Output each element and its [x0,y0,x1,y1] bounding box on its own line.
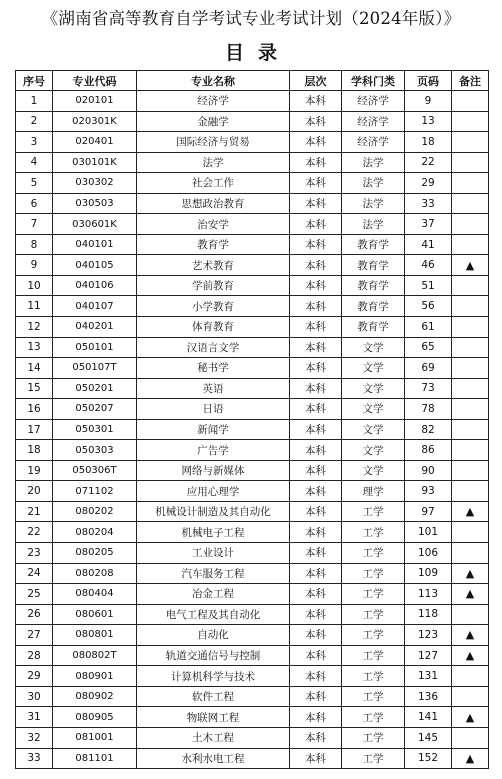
row-index: 25 [16,584,53,605]
major-code: 030101K [53,152,137,173]
header-major-name: 专业名称 [137,71,290,91]
remark-marker [452,604,489,625]
row-index: 21 [16,501,53,522]
discipline: 工学 [342,604,405,625]
row-index: 9 [16,255,53,276]
table-row [16,727,489,748]
major-code: 080801 [53,625,137,646]
page-number: 9 [405,91,452,112]
major-code: 030302 [53,173,137,194]
remark-marker [452,193,489,214]
major-name: 广告学 [137,440,290,461]
major-code: 081101 [53,748,137,769]
remark-marker: ▲ [452,707,489,728]
remark-marker [452,460,489,481]
level: 本科 [290,296,342,317]
discipline: 工学 [342,686,405,707]
page-number: 46 [405,255,452,276]
header-index: 序号 [16,71,53,91]
table-row [16,748,489,769]
major-code: 040105 [53,255,137,276]
table-row [16,234,489,255]
major-name: 土木工程 [137,727,290,748]
major-name: 计算机科学与技术 [137,666,290,687]
major-name: 经济学 [137,91,290,112]
level: 本科 [290,234,342,255]
major-code: 030503 [53,193,137,214]
row-index: 12 [16,317,53,338]
major-code: 020301K [53,111,137,132]
page-number: 123 [405,625,452,646]
discipline: 工学 [342,666,405,687]
remark-marker [452,686,489,707]
level: 本科 [290,275,342,296]
table-row [16,522,489,543]
major-name: 小学教育 [137,296,290,317]
major-name: 治安学 [137,214,290,235]
major-code: 080902 [53,686,137,707]
discipline: 教育学 [342,275,405,296]
discipline: 教育学 [342,296,405,317]
row-index: 19 [16,460,53,481]
level: 本科 [290,460,342,481]
discipline: 法学 [342,214,405,235]
major-name: 汉语言文学 [137,337,290,358]
level: 本科 [290,193,342,214]
remark-marker [452,296,489,317]
major-code: 080802T [53,645,137,666]
major-code: 020401 [53,132,137,153]
page-number: 118 [405,604,452,625]
level: 本科 [290,152,342,173]
table-body [16,91,489,769]
major-name: 金融学 [137,111,290,132]
table-row [16,193,489,214]
table-row [16,707,489,728]
major-name: 英语 [137,378,290,399]
remark-marker [452,317,489,338]
row-index: 8 [16,234,53,255]
row-index: 18 [16,440,53,461]
table-row [16,337,489,358]
level: 本科 [290,378,342,399]
row-index: 16 [16,399,53,420]
discipline: 文学 [342,399,405,420]
page-number: 97 [405,501,452,522]
page-number: 90 [405,460,452,481]
row-index: 26 [16,604,53,625]
major-code: 080202 [53,501,137,522]
major-code: 080205 [53,543,137,564]
major-name: 国际经济与贸易 [137,132,290,153]
discipline: 理学 [342,481,405,502]
major-name: 工业设计 [137,543,290,564]
table-row [16,152,489,173]
major-name: 社会工作 [137,173,290,194]
table-header-row [16,71,489,91]
major-code: 050201 [53,378,137,399]
remark-marker [452,111,489,132]
page-number: 37 [405,214,452,235]
table-row [16,584,489,605]
page-number: 33 [405,193,452,214]
major-code: 080204 [53,522,137,543]
level: 本科 [290,440,342,461]
row-index: 6 [16,193,53,214]
table-row [16,214,489,235]
major-name: 电气工程及其自动化 [137,604,290,625]
table-row [16,563,489,584]
major-name: 机械电子工程 [137,522,290,543]
table-row [16,91,489,112]
page-number: 61 [405,317,452,338]
major-code: 050101 [53,337,137,358]
header-page: 页码 [405,71,452,91]
table-row [16,604,489,625]
row-index: 23 [16,543,53,564]
discipline: 工学 [342,584,405,605]
page-number: 136 [405,686,452,707]
page-number: 131 [405,666,452,687]
remark-marker [452,522,489,543]
discipline: 文学 [342,337,405,358]
discipline: 工学 [342,727,405,748]
remark-marker: ▲ [452,563,489,584]
level: 本科 [290,666,342,687]
discipline: 文学 [342,460,405,481]
table-row [16,317,489,338]
row-index: 30 [16,686,53,707]
discipline: 法学 [342,152,405,173]
major-name: 法学 [137,152,290,173]
major-name: 物联网工程 [137,707,290,728]
discipline: 法学 [342,193,405,214]
table-row [16,645,489,666]
discipline: 工学 [342,748,405,769]
table-row [16,132,489,153]
major-name: 轨道交通信号与控制 [137,645,290,666]
discipline: 工学 [342,563,405,584]
row-index: 4 [16,152,53,173]
level: 本科 [290,419,342,440]
page-number: 152 [405,748,452,769]
header-remarks: 备注 [452,71,489,91]
row-index: 31 [16,707,53,728]
discipline: 文学 [342,358,405,379]
table-of-contents-heading: 目录 [224,42,291,64]
remark-marker [452,234,489,255]
major-code: 050107T [53,358,137,379]
level: 本科 [290,727,342,748]
table-row [16,481,489,502]
row-index: 24 [16,563,53,584]
level: 本科 [290,543,342,564]
major-code: 080905 [53,707,137,728]
major-name: 软件工程 [137,686,290,707]
row-index: 5 [16,173,53,194]
page-number: 73 [405,378,452,399]
level: 本科 [290,337,342,358]
table-row [16,666,489,687]
page-number: 141 [405,707,452,728]
major-code: 080601 [53,604,137,625]
table-row [16,419,489,440]
major-name: 学前教育 [137,275,290,296]
major-code: 050303 [53,440,137,461]
table-row [16,625,489,646]
table-row [16,460,489,481]
row-index: 10 [16,275,53,296]
level: 本科 [290,317,342,338]
header-major-code: 专业代码 [53,71,137,91]
table-row [16,255,489,276]
discipline: 工学 [342,501,405,522]
remark-marker [452,132,489,153]
page-number: 65 [405,337,452,358]
major-code: 050207 [53,399,137,420]
level: 本科 [290,91,342,112]
page-number: 18 [405,132,452,153]
level: 本科 [290,686,342,707]
row-index: 7 [16,214,53,235]
remark-marker [452,337,489,358]
level: 本科 [290,625,342,646]
major-name: 网络与新媒体 [137,460,290,481]
row-index: 20 [16,481,53,502]
level: 本科 [290,584,342,605]
major-code: 040101 [53,234,137,255]
row-index: 11 [16,296,53,317]
page-number: 56 [405,296,452,317]
level: 本科 [290,358,342,379]
major-name: 日语 [137,399,290,420]
page-number: 22 [405,152,452,173]
page-number: 69 [405,358,452,379]
page-number: 127 [405,645,452,666]
page-number: 109 [405,563,452,584]
page-number: 78 [405,399,452,420]
discipline: 工学 [342,543,405,564]
major-name: 新闻学 [137,419,290,440]
major-name: 应用心理学 [137,481,290,502]
remark-marker [452,543,489,564]
table-row [16,296,489,317]
level: 本科 [290,522,342,543]
table-row [16,686,489,707]
page-number: 41 [405,234,452,255]
discipline: 经济学 [342,111,405,132]
major-code: 040106 [53,275,137,296]
discipline: 教育学 [342,234,405,255]
level: 本科 [290,111,342,132]
discipline: 工学 [342,707,405,728]
major-name: 冶金工程 [137,584,290,605]
row-index: 17 [16,419,53,440]
major-name: 思想政治教育 [137,193,290,214]
discipline: 工学 [342,645,405,666]
header-level: 层次 [290,71,342,91]
row-index: 29 [16,666,53,687]
row-index: 15 [16,378,53,399]
table-row [16,173,489,194]
remark-marker [452,91,489,112]
page-number: 82 [405,419,452,440]
page-number: 86 [405,440,452,461]
discipline: 文学 [342,440,405,461]
row-index: 27 [16,625,53,646]
major-code: 020101 [53,91,137,112]
level: 本科 [290,399,342,420]
remark-marker [452,727,489,748]
remark-marker [452,173,489,194]
level: 本科 [290,132,342,153]
remark-marker: ▲ [452,255,489,276]
row-index: 33 [16,748,53,769]
row-index: 32 [16,727,53,748]
page-number: 29 [405,173,452,194]
major-code: 071102 [53,481,137,502]
row-index: 3 [16,132,53,153]
remark-marker: ▲ [452,501,489,522]
discipline: 文学 [342,378,405,399]
level: 本科 [290,501,342,522]
major-name: 水利水电工程 [137,748,290,769]
table-row [16,378,489,399]
discipline: 工学 [342,625,405,646]
level: 本科 [290,173,342,194]
table-row [16,275,489,296]
row-index: 14 [16,358,53,379]
major-code: 080404 [53,584,137,605]
level: 本科 [290,214,342,235]
remark-marker [452,666,489,687]
major-name: 艺术教育 [137,255,290,276]
page-number: 106 [405,543,452,564]
discipline: 经济学 [342,132,405,153]
table-row [16,440,489,461]
row-index: 2 [16,111,53,132]
discipline: 经济学 [342,91,405,112]
remark-marker [452,481,489,502]
discipline: 工学 [342,522,405,543]
major-code: 040201 [53,317,137,338]
major-code: 050301 [53,419,137,440]
page-number: 113 [405,584,452,605]
remark-marker [452,152,489,173]
level: 本科 [290,645,342,666]
remark-marker [452,399,489,420]
page-number: 51 [405,275,452,296]
remark-marker: ▲ [452,645,489,666]
discipline: 教育学 [342,255,405,276]
major-code: 030601K [53,214,137,235]
remark-marker: ▲ [452,748,489,769]
level: 本科 [290,604,342,625]
remark-marker: ▲ [452,584,489,605]
level: 本科 [290,748,342,769]
row-index: 28 [16,645,53,666]
level: 本科 [290,481,342,502]
level: 本科 [290,255,342,276]
major-list-table [15,70,489,769]
level: 本科 [290,563,342,584]
remark-marker [452,275,489,296]
discipline: 文学 [342,419,405,440]
major-code: 081001 [53,727,137,748]
major-code: 080901 [53,666,137,687]
major-name: 秘书学 [137,358,290,379]
page-number: 145 [405,727,452,748]
page-number: 93 [405,481,452,502]
table-row [16,501,489,522]
header-discipline: 学科门类 [342,71,405,91]
table-row [16,399,489,420]
row-index: 13 [16,337,53,358]
major-name: 自动化 [137,625,290,646]
document-title: 《湖南省高等教育自学考试专业考试计划（2024年版）》 [41,9,461,28]
major-name: 体育教育 [137,317,290,338]
level: 本科 [290,707,342,728]
major-code: 040107 [53,296,137,317]
page-number: 13 [405,111,452,132]
major-code: 080208 [53,563,137,584]
table-row [16,543,489,564]
page-number: 101 [405,522,452,543]
row-index: 22 [16,522,53,543]
remark-marker [452,214,489,235]
major-name: 教育学 [137,234,290,255]
remark-marker [452,440,489,461]
discipline: 法学 [342,173,405,194]
table-row [16,358,489,379]
row-index: 1 [16,91,53,112]
remark-marker [452,378,489,399]
discipline: 教育学 [342,317,405,338]
major-name: 机械设计制造及其自动化 [137,501,290,522]
remark-marker [452,358,489,379]
table-row [16,111,489,132]
remark-marker: ▲ [452,625,489,646]
major-code: 050306T [53,460,137,481]
remark-marker [452,419,489,440]
major-name: 汽车服务工程 [137,563,290,584]
